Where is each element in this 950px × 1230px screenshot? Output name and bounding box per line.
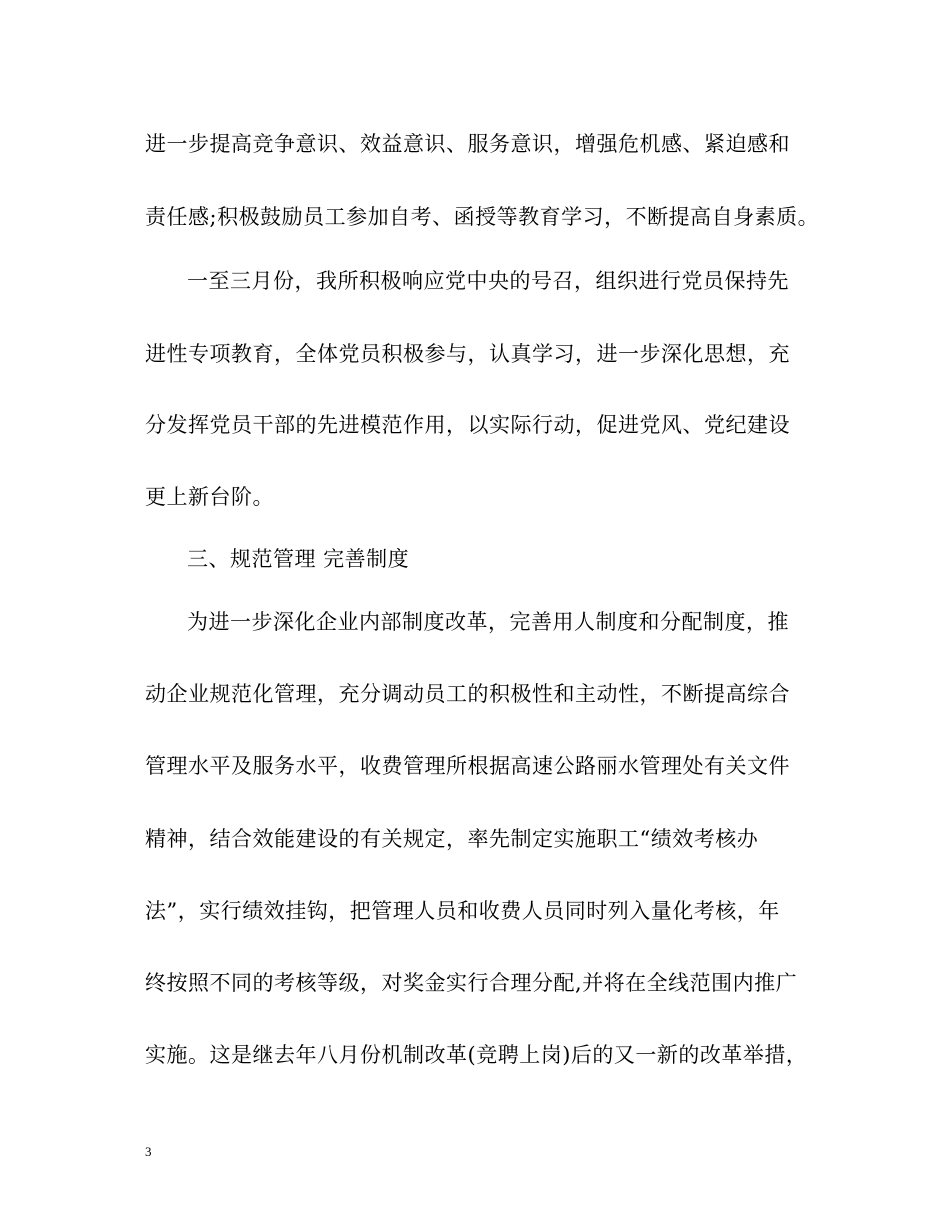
text-line: 分发挥党员干部的先进模范作用，以实际行动，促进党风、党纪建设 [145, 413, 790, 437]
paragraph-first-line: 为进一步深化企业内部制度改革，完善用人制度和分配制度，推 [187, 610, 789, 634]
text-line: 实施。这是继去年八月份机制改革(竞聘上岗)后的又一新的改革举措， [145, 1043, 808, 1067]
text-line: 动企业规范化管理，充分调动员工的积极性和主动性，不断提高综合 [145, 682, 790, 706]
text-line: 更上新台阶。 [145, 485, 274, 509]
text-line: 进一步提高竞争意识、效益意识、服务意识，增强危机感、紧迫感和 [145, 132, 790, 156]
paragraph-first-line: 一至三月份，我所积极响应党中央的号召，组织进行党员保持先 [187, 269, 789, 293]
text-line: 责任感;积极鼓励员工参加自考、函授等教育学习，不断提高自身素质。 [145, 205, 820, 229]
text-line: 管理水平及服务水平，收费管理所根据高速公路丽水管理处有关文件 [145, 754, 790, 778]
text-line: 进性专项教育，全体党员积极参与，认真学习，进一步深化思想，充 [145, 342, 790, 366]
text-line: 精神，结合效能建设的有关规定，率先制定实施职工“绩效考核办 [145, 827, 759, 851]
page-number: 3 [145, 1144, 152, 1159]
text-line: 法”，实行绩效挂钩，把管理人员和收费人员同时列入量化考核，年 [145, 899, 780, 923]
section-heading: 三、规范管理 完善制度 [187, 547, 410, 571]
text-line: 终按照不同的考核等级，对奖金实行合理分配,并将在全线范围内推广 [145, 971, 798, 995]
